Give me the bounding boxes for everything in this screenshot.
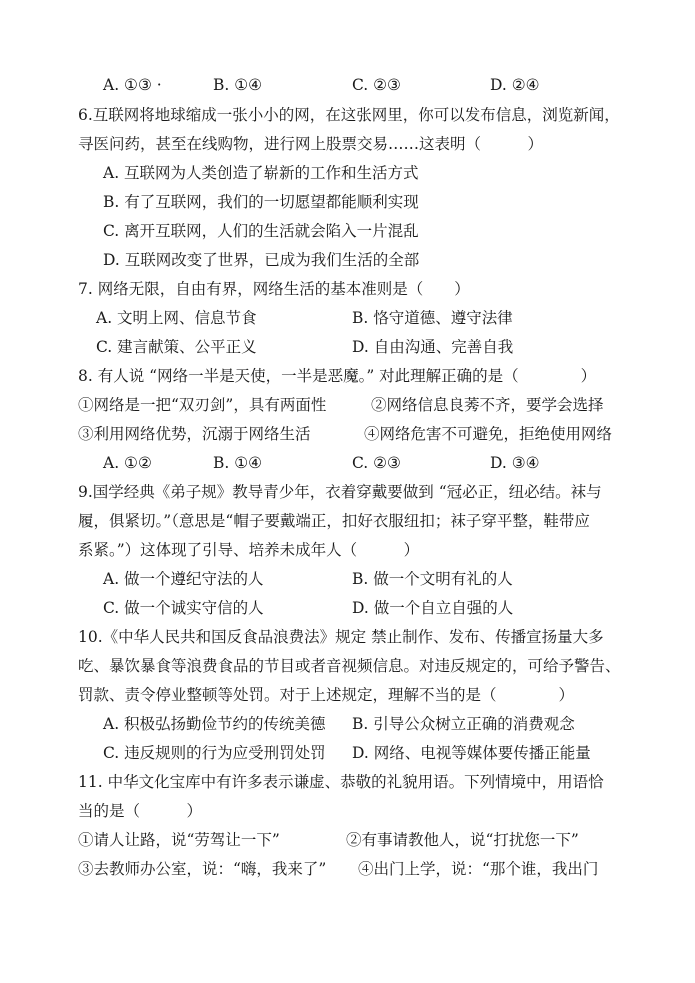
q8-stem: 8. 有人说 “网络一半是天使，一半是恶魔。” 对此理解正确的是（ ） (78, 367, 597, 385)
q10-stem-line1: 10.《中华人民共和国反食品浪费法》规定 禁止制作、发布、传播宣扬量大多 (78, 628, 604, 646)
q9-stem-line3: 系紧。”）这体现了引导、培养未成年人（ ） (78, 541, 420, 559)
q7-option-d: D. 自由沟通、完善自我 (352, 338, 514, 356)
q8-option-d: D. ③④ (490, 454, 540, 472)
q5-option-a: A. ①③ · (103, 76, 162, 94)
q10-option-c: C. 违反规则的行为应受刑罚处罚 (103, 744, 326, 762)
q7-option-b: B. 恪守道德、遵守法律 (352, 309, 513, 327)
q6-option-d: D. 互联网改变了世界，已成为我们生活的全部 (103, 251, 420, 269)
q9-option-c: C. 做一个诚实守信的人 (103, 599, 264, 617)
q6-option-c: C. 离开互联网，人们的生活就会陷入一片混乱 (103, 222, 419, 240)
q11-item-3: ③去教师办公室，说：“嗨，我来了” (78, 860, 327, 878)
q11-item-4: ④出门上学，说：“那个谁，我出门 (358, 860, 599, 878)
q8-item-3: ③利用网络优势，沉溺于网络生活 (78, 425, 311, 443)
q8-item-1: ①网络是一把“双刃剑”，具有两面性 (78, 396, 327, 414)
q9-option-a: A. 做一个遵纪守法的人 (103, 570, 264, 588)
q11-item-2: ②有事请教他人，说“打扰您一下” (346, 831, 579, 849)
q10-stem-line3: 罚款、责令停业整顿等处罚。对于上述规定，理解不当的是（ ） (78, 686, 575, 704)
q5-option-d: D. ②④ (490, 76, 540, 94)
q7-option-a: A. 文明上网、信息节食 (96, 309, 257, 327)
q7-stem: 7. 网络无限，自由有界，网络生活的基本准则是（ ） (78, 280, 470, 298)
q8-option-b: B. ①④ (213, 454, 263, 472)
q9-stem-line1: 9.国学经典《弟子规》教导青少年，衣着穿戴要做到 “冠必正，纽必结。袜与 (78, 483, 602, 501)
q10-option-b: B. 引导公众树立正确的消费观念 (352, 715, 575, 733)
q8-item-2: ②网络信息良莠不齐，要学会选择 (371, 396, 604, 414)
q10-option-d: D. 网络、电视等媒体要传播正能量 (352, 744, 591, 762)
q11-stem-line1: 11. 中华文化宝库中有许多表示谦虚、恭敬的礼貌用语。下列情境中，用语恰 (78, 773, 604, 791)
q9-stem-line2: 履，俱紧切。”（意思是“帽子要戴端正，扣好衣服纽扣；袜子穿平整，鞋带应 (78, 512, 590, 530)
q10-option-a: A. 积极弘扬勤俭节约的传统美德 (103, 715, 326, 733)
q5-option-c: C. ②③ (352, 76, 401, 94)
q9-option-b: B. 做一个文明有礼的人 (352, 570, 513, 588)
q6-stem-line2: 寻医问药，甚至在线购物，进行网上股票交易……这表明（ ） (78, 135, 544, 153)
q5-option-b: B. ①④ (213, 76, 263, 94)
q8-option-a: A. ①② (103, 454, 152, 472)
q7-option-c: C. 建言献策、公平正义 (96, 338, 257, 356)
q6-stem-line1: 6.互联网将地球缩成一张小小的网，在这张网里，你可以发布信息，浏览新闻， (78, 106, 620, 124)
q8-item-4: ④网络危害不可避免，拒绝使用网络 (364, 425, 613, 443)
q6-option-b: B. 有了互联网，我们的一切愿望都能顺利实现 (103, 193, 419, 211)
q8-option-c: C. ②③ (352, 454, 401, 472)
q11-item-1: ①请人让路，说“劳驾让一下” (78, 831, 280, 849)
q10-stem-line2: 吃、暴饮暴食等浪费食品的节目或者音视频信息。对违反规定的，可给予警告、 (78, 657, 621, 675)
q9-option-d: D. 做一个自立自强的人 (352, 599, 514, 617)
q11-stem-line2: 当的是（ ） (78, 802, 203, 820)
q6-option-a: A. 互联网为人类创造了崭新的工作和生活方式 (103, 164, 419, 182)
